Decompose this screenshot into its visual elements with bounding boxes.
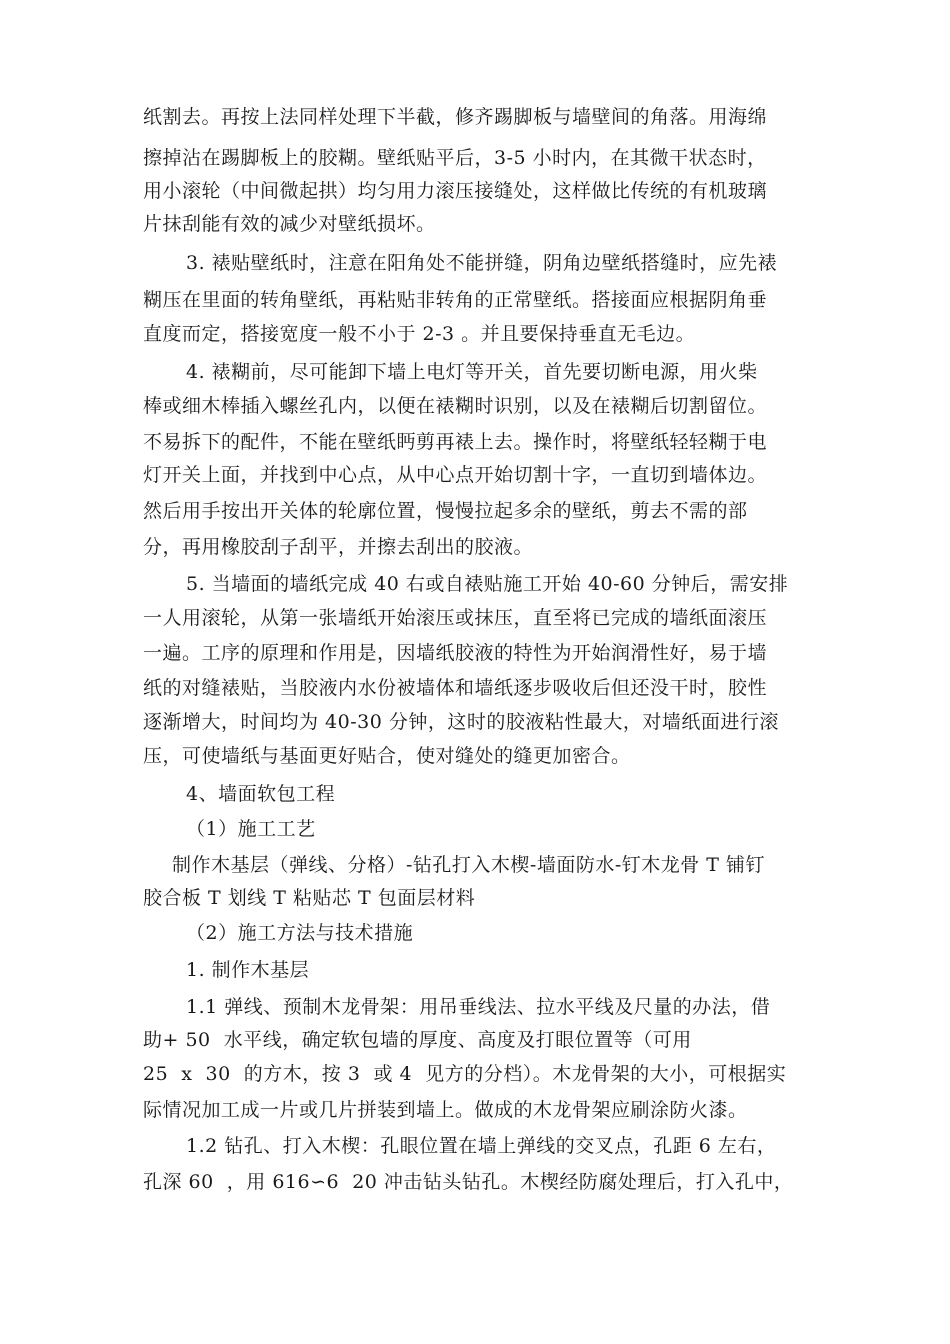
text-line: 直度而定，搭接宽度一般不小于 2-3 。并且要保持垂直无毛边。 [143, 323, 696, 345]
text-line: 纸割去。再按上法同样处理下半截，修齐踢脚板与墙壁间的角落。用海绵 [143, 106, 768, 128]
subsection-heading: （2）施工方法与技术措施 [186, 922, 414, 944]
paragraph-first-line: 3. 裱贴壁纸时，注意在阳角处不能拼缝，阴角边壁纸搭缝时，应先裱 [186, 252, 778, 274]
text-line: 压，可使墙纸与基面更好贴合，使对缝处的缝更加密合。 [143, 745, 631, 767]
text-line: 胶合板 T 划线 T 粘贴芯 T 包面层材料 [143, 887, 476, 909]
text-line: 糊压在里面的转角壁纸，再粘贴非转角的正常壁纸。搭接面应根据阴角垂 [143, 289, 768, 311]
text-line: 孔深 60 ，用 616∽6 20 冲击钻头钻孔。木楔经防腐处理后，打入孔中， [143, 1171, 794, 1193]
text-line: 一遍。工序的原理和作用是，因墙纸胶液的特性为开始润滑性好，易于墙 [143, 642, 768, 664]
text-line: 片抹刮能有效的减少对壁纸损坏。 [143, 213, 436, 235]
paragraph-first-line: 1.2 钻孔、打入木楔：孔眼位置在墙上弹线的交叉点，孔距 6 左右， [186, 1135, 777, 1157]
text-line: 一人用滚轮，从第一张墙纸开始滚压或抹压，直至将已完成的墙纸面滚压 [143, 607, 768, 629]
text-line: 不易拆下的配件，不能在壁纸眄剪再裱上去。操作时，将壁纸轻轻糊于电 [143, 431, 768, 453]
text-line: 逐渐增大，时间均为 40-30 分钟，这时的胶液粘性最大，对墙纸面进行滚 [143, 711, 779, 733]
text-line: 25 x 30 的方木，按 3 或 4 见方的分档）。木龙骨架的大小，可根据实 [143, 1063, 787, 1085]
paragraph-first-line: 5. 当墙面的墙纸完成 40 右或自裱贴施工开始 40-60 分钟后，需安排 [186, 573, 789, 595]
subsection-heading: （1）施工工艺 [186, 818, 316, 840]
text-line: 然后用手按出开关体的轮廓位置，慢慢拉起多余的壁纸，剪去不需的部 [143, 500, 748, 522]
text-line: 擦掉沾在踢脚板上的胶糊。壁纸贴平后，3-5 小时内，在其微干状态时， [143, 147, 767, 169]
text-line: 灯开关上面，并找到中心点，从中心点开始切割十字，一直切到墙体边。 [143, 464, 768, 486]
text-line: 助+ 50 水平线，确定软包墙的厚度、高度及打眼位置等（可用 [143, 1029, 692, 1051]
paragraph-first-line: 1.1 弹线、预制木龙骨架：用吊垂线法、拉水平线及尺量的办法，借 [186, 996, 771, 1018]
text-line: 用小滚轮（中间微起拱）均匀用力滚压接缝处，这样做比传统的有机玻璃 [143, 180, 768, 202]
text-line: 纸的对缝裱贴，当胶液内水份被墙体和墙纸逐步吸收后但还没干时，胶性 [143, 677, 768, 699]
paragraph-first-line: 制作木基层（弹线、分格）-钻孔打入木楔-墙面防水-钉木龙骨 T 铺钉 [172, 854, 766, 876]
paragraph-first-line: 4. 裱糊前，尽可能卸下墙上电灯等开关，首先要切断电源，用火柴 [186, 361, 758, 383]
text-line: 棒或细木棒插入螺丝孔内，以便在裱糊时识别，以及在裱糊后切割留位。 [143, 395, 768, 417]
section-heading: 4、墙面软包工程 [186, 783, 336, 805]
numbered-heading: 1. 制作木基层 [186, 959, 310, 981]
text-line: 分，再用橡胶刮子刮平，并擦去刮出的胶液。 [143, 536, 534, 558]
text-line: 际情况加工成一片或几片拼装到墙上。做成的木龙骨架应刷涂防火漆。 [143, 1099, 748, 1121]
